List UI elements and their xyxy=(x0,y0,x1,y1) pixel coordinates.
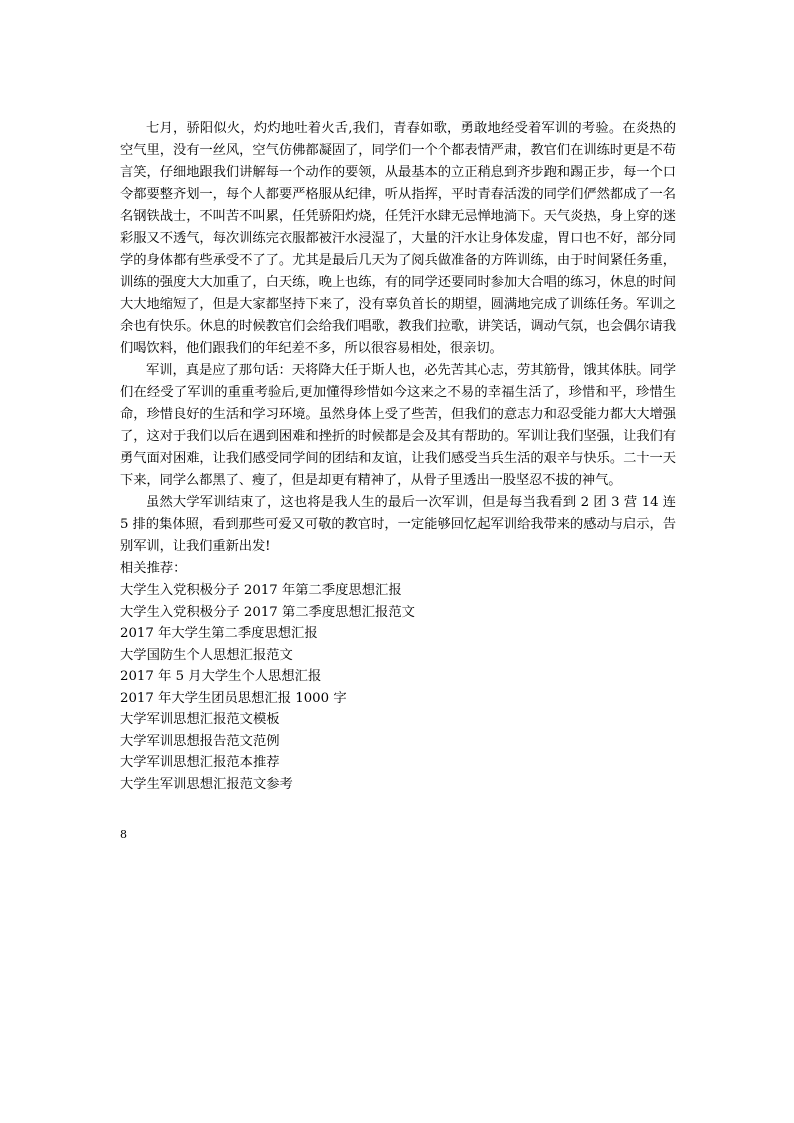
related-link[interactable]: 大学国防生个人思想汇报范文 xyxy=(120,647,293,663)
related-link[interactable]: 大学军训思想汇报范本推荐 xyxy=(120,755,280,770)
related-heading: 相关推荐： xyxy=(120,561,187,576)
related-link[interactable]: 2017 年大学生第二季度思想汇报 xyxy=(120,626,318,641)
related-link[interactable]: 大学军训思想汇报范文模板 xyxy=(120,712,280,727)
related-link[interactable]: 大学生军训思想汇报范文参考 xyxy=(120,776,293,792)
document-page xyxy=(120,118,676,795)
related-link[interactable]: 2017 年大学生团员思想汇报 1000 字 xyxy=(120,690,347,706)
page-number: 8 xyxy=(120,828,127,841)
related-link[interactable]: 大学军训思想报告范文范例 xyxy=(120,733,280,749)
related-list xyxy=(120,580,676,795)
related-link[interactable]: 大学生入党积极分子 2017 年第二季度思想汇报 xyxy=(120,583,402,598)
body-paragraph: 七月，骄阳似火，灼灼地吐着火舌,我们，青春如歌，勇敢地经受着军训的考验。在炎热的空气里，没有一丝风，空气仿佛都凝固了，同学们一个个都表情严肃，教官们在训练时更是不苟言笑，仔细地跟我们讲解每一个动作的要领，从最基本的立正稍息到齐步跑和踢正步，每一个口令都要整齐划一，每个人都要严格服从纪律，听从指挥，平时青春活泼的同学们俨然都成了一名名钢铁战士，不叫苦不叫累，任凭骄阳灼烧，任凭汗水肆无忌惮地淌下。天气炎热，身上穿的迷彩服又不透气，每次训练完衣服都被汗水浸湿了，大量的汗水让身体发虚，胃口也不好，部分同学的身体都有些承受不了了。尤其是最后几天为了阅兵做准备的方阵训练，由于时间紧任务重，训练的强度大大加重了，白天练，晚上也练，有的同学还要同时参加大合唱的练习，休息的时间大大地缩短了，但是大家都坚持下来了，没有辜负首长的期望，圆满地完成了训练任务。军训之余也有快乐。休息的时候教官们会给我们唱歌，教我们拉歌，讲笑话，调动气氛，也会偶尔请我们喝饮料，他们跟我们的年纪差不多，所以很容易相处，很亲切。 xyxy=(120,121,676,356)
related-link[interactable]: 2017 年 5 月大学生个人思想汇报 xyxy=(120,669,322,684)
body-paragraph: 军训，真是应了那句话：天将降大任于斯人也，必先苦其心志，劳其筋骨，饿其体肤。同学们在经受了军训的重重考验后,更加懂得珍惜如今这来之不易的幸福生活了，珍惜和平，珍惜生命，珍惜良好的生活和学习环境。虽然身体上受了些苦，但我们的意志力和忍受能力都大大增强了，这对于我们以后在遇到困难和挫折的时候都是会及其有帮助的。军训让我们坚强，让我们有勇气面对困难，让我们感受同学间的团结和友谊，让我们感受当兵生活的艰辛与快乐。二十一天下来，同学么都黑了、瘦了，但是却更有精神了，从骨子里透出一股坚忍不拔的神气。 xyxy=(120,363,676,488)
related-link[interactable]: 大学生入党积极分子 2017 第二季度思想汇报范文 xyxy=(120,604,415,620)
body-paragraph: 虽然大学军训结束了，这也将是我人生的最后一次军训，但是每当我看到 2 团 3 营 14 连 5 排的集体照，看到那些可爱又可敬的教官时，一定能够回忆起军训给我带来的感动与启示，告别军训，让我们重新出发! xyxy=(120,495,676,554)
